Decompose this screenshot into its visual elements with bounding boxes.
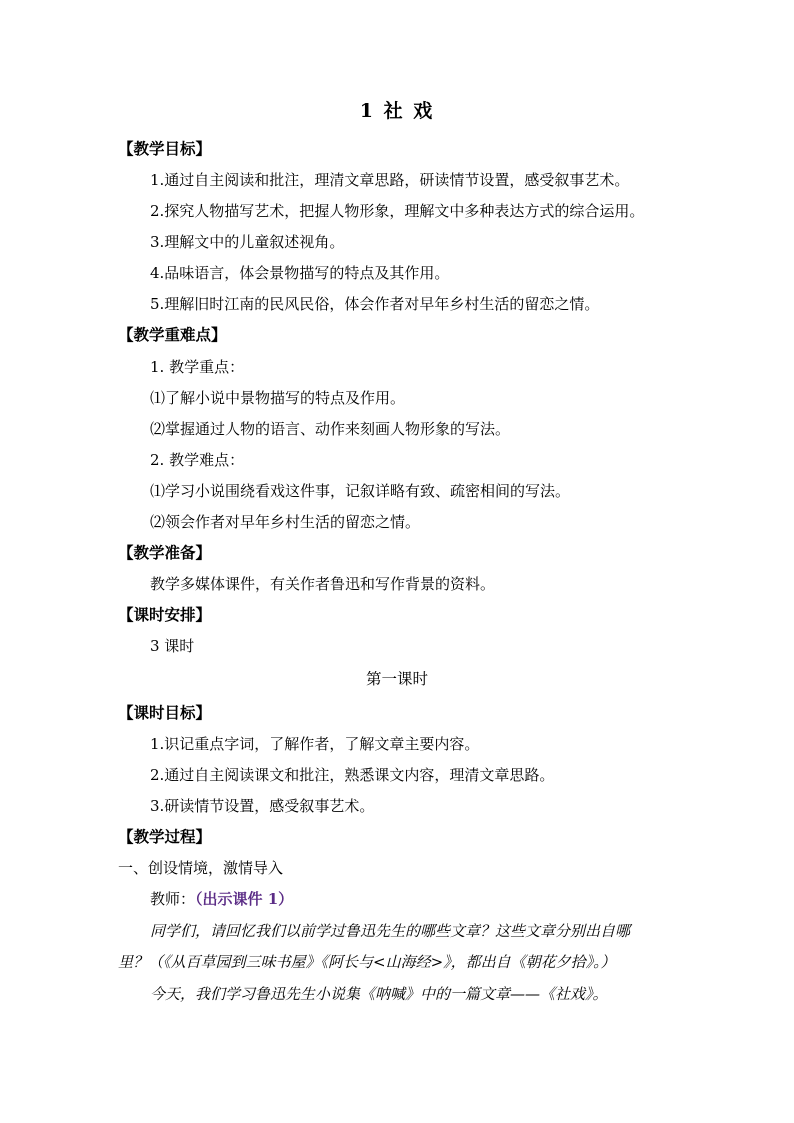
difficulty-item: ⑵领会作者对早年乡村生活的留恋之情。 bbox=[150, 513, 421, 531]
objective-item: 5.理解旧时江南的民风民俗，体会作者对早年乡村生活的留恋之情。 bbox=[150, 295, 600, 313]
page-title: 1 社 戏 bbox=[359, 100, 435, 122]
key-point-item: ⑴了解小说中景物描写的特点及作用。 bbox=[150, 389, 406, 407]
slide-note: （出示课件 1） bbox=[195, 890, 294, 908]
schedule-text: 3 课时 bbox=[150, 637, 195, 655]
process-heading: 【教学过程】 bbox=[118, 827, 212, 846]
preparation-heading: 【教学准备】 bbox=[118, 543, 212, 562]
lesson-goals-heading: 【课时目标】 bbox=[118, 703, 212, 722]
objectives-heading: 【教学目标】 bbox=[118, 139, 212, 158]
lesson-goal-item: 3.研读情节设置，感受叙事艺术。 bbox=[150, 797, 375, 815]
schedule-heading: 【课时安排】 bbox=[118, 605, 212, 624]
key-point-item: ⑵掌握通过人物的语言、动作来刻画人物形象的写法。 bbox=[150, 420, 511, 438]
objective-item: 1.通过自主阅读和批注，理清文章思路，研读情节设置，感受叙事艺术。 bbox=[150, 171, 630, 189]
difficulty-item: ⑴学习小说围绕看戏这件事，记叙详略有致、疏密相间的写法。 bbox=[150, 482, 571, 500]
lesson-title: 第一课时 bbox=[365, 670, 428, 688]
lesson-goal-item: 1.识记重点字词，了解作者，了解文章主要内容。 bbox=[150, 735, 480, 753]
difficulties-label: 2. 教学难点： bbox=[150, 451, 245, 469]
paragraph-line: 今天，我们学习鲁迅先生小说集《呐喊》中的一篇文章——《社戏》。 bbox=[150, 985, 608, 1003]
teacher-line bbox=[150, 889, 293, 909]
teacher-label: 教师： bbox=[150, 890, 196, 908]
objective-item: 3.理解文中的儿童叙述视角。 bbox=[150, 233, 345, 251]
objective-item: 4.品味语言，体会景物描写的特点及其作用。 bbox=[150, 264, 450, 282]
preparation-text: 教学多媒体课件，有关作者鲁迅和写作背景的资料。 bbox=[150, 575, 496, 593]
step-heading: 一、创设情境，激情导入 bbox=[118, 859, 284, 877]
key-points-label: 1. 教学重点： bbox=[150, 358, 245, 376]
lesson-goal-item: 2.通过自主阅读课文和批注，熟悉课文内容，理清文章思路。 bbox=[150, 766, 555, 784]
key-difficulties-heading: 【教学重难点】 bbox=[118, 325, 227, 344]
paragraph-line: 里？（《从百草园到三味书屋》《阿长与<山海经>》，都出自《朝花夕拾》。） bbox=[118, 953, 616, 971]
paragraph-line: 同学们，请回忆我们以前学过鲁迅先生的哪些文章？这些文章分别出自哪 bbox=[150, 922, 631, 940]
objective-item: 2.探究人物描写艺术，把握人物形象，理解文中多种表达方式的综合运用。 bbox=[150, 202, 645, 220]
